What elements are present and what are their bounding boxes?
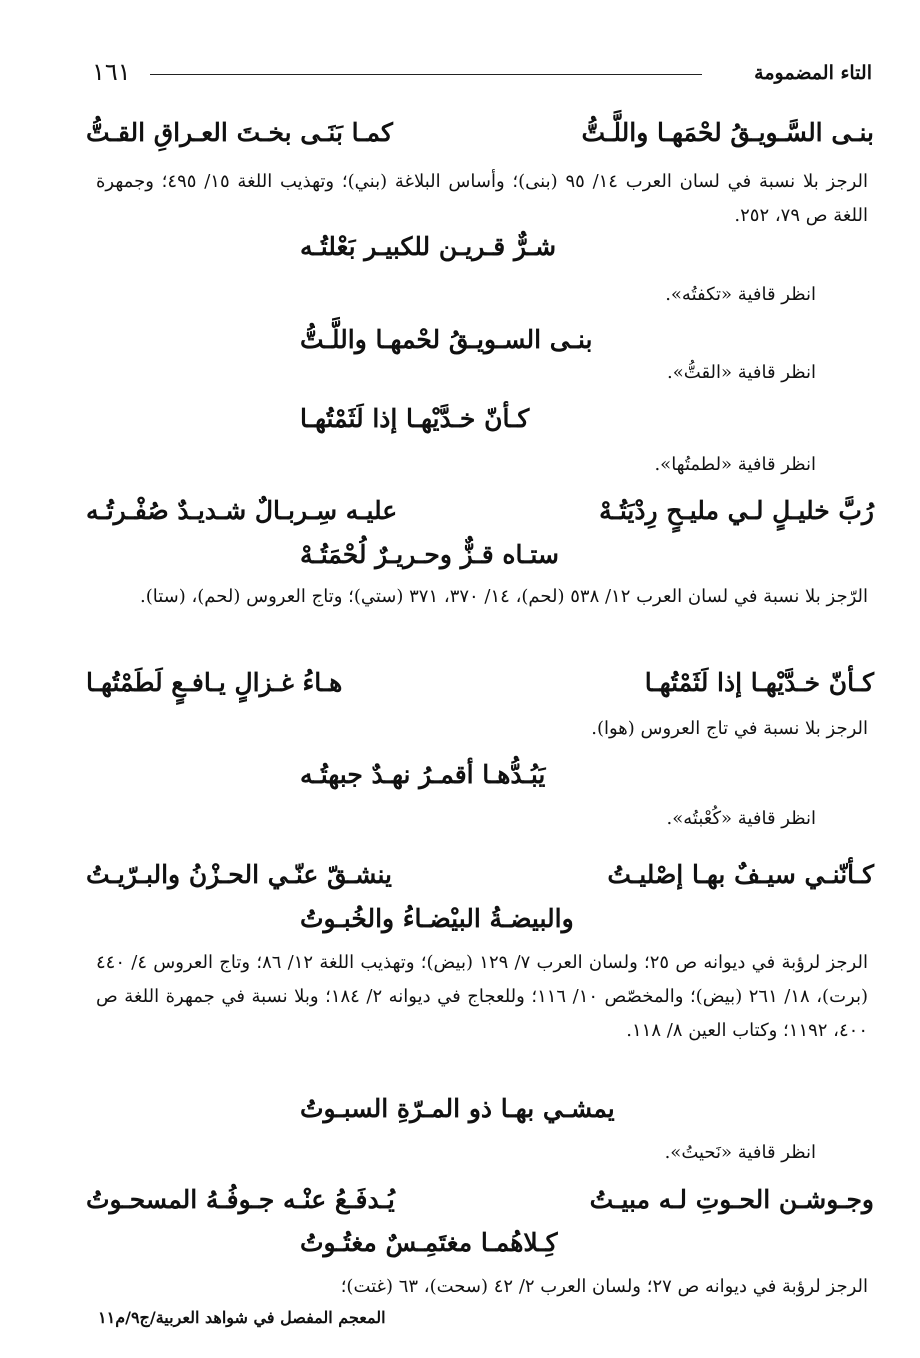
verse-single: بنـى السـويـقُ لحْمهـا واللَّـتُّ: [300, 325, 593, 354]
verse-second-hemistich: هـاءُ غـزالٍ يـافـعٍ لَطَمْتُهـا: [86, 668, 343, 697]
source-citation: الرجز بلا نسبة في تاج العروس (هوا).: [591, 718, 868, 739]
header-rule: [150, 74, 702, 75]
verse-second-hemistich: ينشـقّ عنّـي الحـزْنُ والبـرّيـتُ: [86, 860, 393, 889]
verse-single: يَبُـدُّهـا أقمـرُ نهـدٌ جبهتُـه: [300, 760, 546, 789]
cross-reference-note: انظر قافية «نَحيتُ».: [664, 1142, 816, 1163]
cross-reference-note: انظر قافية «كُعْبتُه».: [666, 808, 816, 829]
verse-single: يمشـي بهـا ذو المـرّةِ السبـوتُ: [300, 1094, 615, 1123]
header-title: التاء المضمومة: [754, 62, 872, 84]
verse-first-hemistich: كـأنّ خـدَّيْهـا إذا لَثَمْتُهـا: [644, 668, 874, 697]
cross-reference-note: انظر قافية «القتُّ».: [667, 362, 816, 383]
verse-continuation: والبيضـةُ البيْضـاءُ والخُبـوتُ: [300, 904, 574, 933]
verse-line: [86, 668, 874, 708]
cross-reference-note: انظر قافية «لطمتُها».: [654, 454, 816, 475]
source-citation: الرجز بلا نسبة في لسان العرب ١٤/ ٩٥ (بنى)؛ وأساس البلاغة (بني)؛ وتهذيب اللغة ١٥/ ٤٩٥؛ وجمهرة اللغة ص ٧٩، ٢٥٢.: [96, 171, 868, 226]
verse-line: [86, 118, 874, 158]
source-citation: الرجز لرؤبة في ديوانه ص ٢٧؛ ولسان العرب ٢/ ٤٢ (سحت)، ٦٣ (غتت)؛: [340, 1276, 868, 1297]
page-footer: المعجم المفصل في شواهد العربية/ج٩/م١١: [98, 1308, 386, 1327]
verse-second-hemistich: كمـا بَنَـى بخـتَ العـراقِ القـتُّ: [86, 118, 393, 147]
verse-first-hemistich: وجـوشـن الحـوتِ لـه مبيـتُ: [589, 1185, 874, 1214]
verse-second-hemistich: عليـه سِـربـالٌ شـديـدٌ صُفْـرتُـه: [86, 496, 398, 525]
verse-single: شـرٌّ قـريـن للكبيـر بَعْلتُـه: [300, 232, 557, 261]
verse-line: [86, 1185, 874, 1225]
page-number: ١٦١: [92, 58, 131, 86]
source-citation: الرجز لرؤبة في ديوانه ص ٢٥؛ ولسان العرب ٧/ ١٢٩ (بيض)؛ وتهذيب اللغة ١٢/ ٨٦؛ وتاج العروس ٤/ ٤٤٠ (برت)، ١٨/ ٢٦١ (بيض)؛ والمخصّص ١٠/ ١١٦؛ وللعجاج في ديوانه ٢/ ١٨٤؛ وبلا نسبة في جمهرة اللغة ص ٤٠٠، ١١٩٢؛ وكتاب العين ٨/ ١١٨.: [96, 952, 868, 1041]
verse-continuation: ستـاه قـزٌّ وحـريـرٌ لُحْمَتُـهْ: [300, 540, 559, 569]
verse-single: كـأنّ خـدَّيْهـا إذا لَثَمْتُهـا: [300, 404, 530, 433]
verse-line: [86, 860, 874, 900]
verse-continuation: كِـلاهُمـا مغتَمِـسٌ مغتُـوتُ: [300, 1228, 558, 1257]
verse-first-hemistich: كـأنّنـي سيـفٌ بهـا إصْليـتُ: [607, 860, 874, 889]
verse-first-hemistich: رُبَّ خليـلٍ لـي مليـحٍ رِدْيَتُـهْ: [599, 496, 874, 525]
verse-line: [86, 496, 874, 536]
verse-first-hemistich: بنـى السَّـويـقُ لحْمَهـا واللَّـتُّ: [581, 118, 874, 147]
verse-second-hemistich: يُـدفَـعُ عنْـه جـوفُـهُ المسحـوتُ: [86, 1185, 395, 1214]
page-header: [92, 58, 872, 94]
source-citation: الرّجز بلا نسبة في لسان العرب ١٢/ ٥٣٨ (لحم)، ١٤/ ٣٧٠، ٣٧١ (ستي)؛ وتاج العروس (لحم)، (ستا).: [139, 586, 868, 607]
cross-reference-note: انظر قافية «تكفتُه».: [665, 284, 816, 305]
